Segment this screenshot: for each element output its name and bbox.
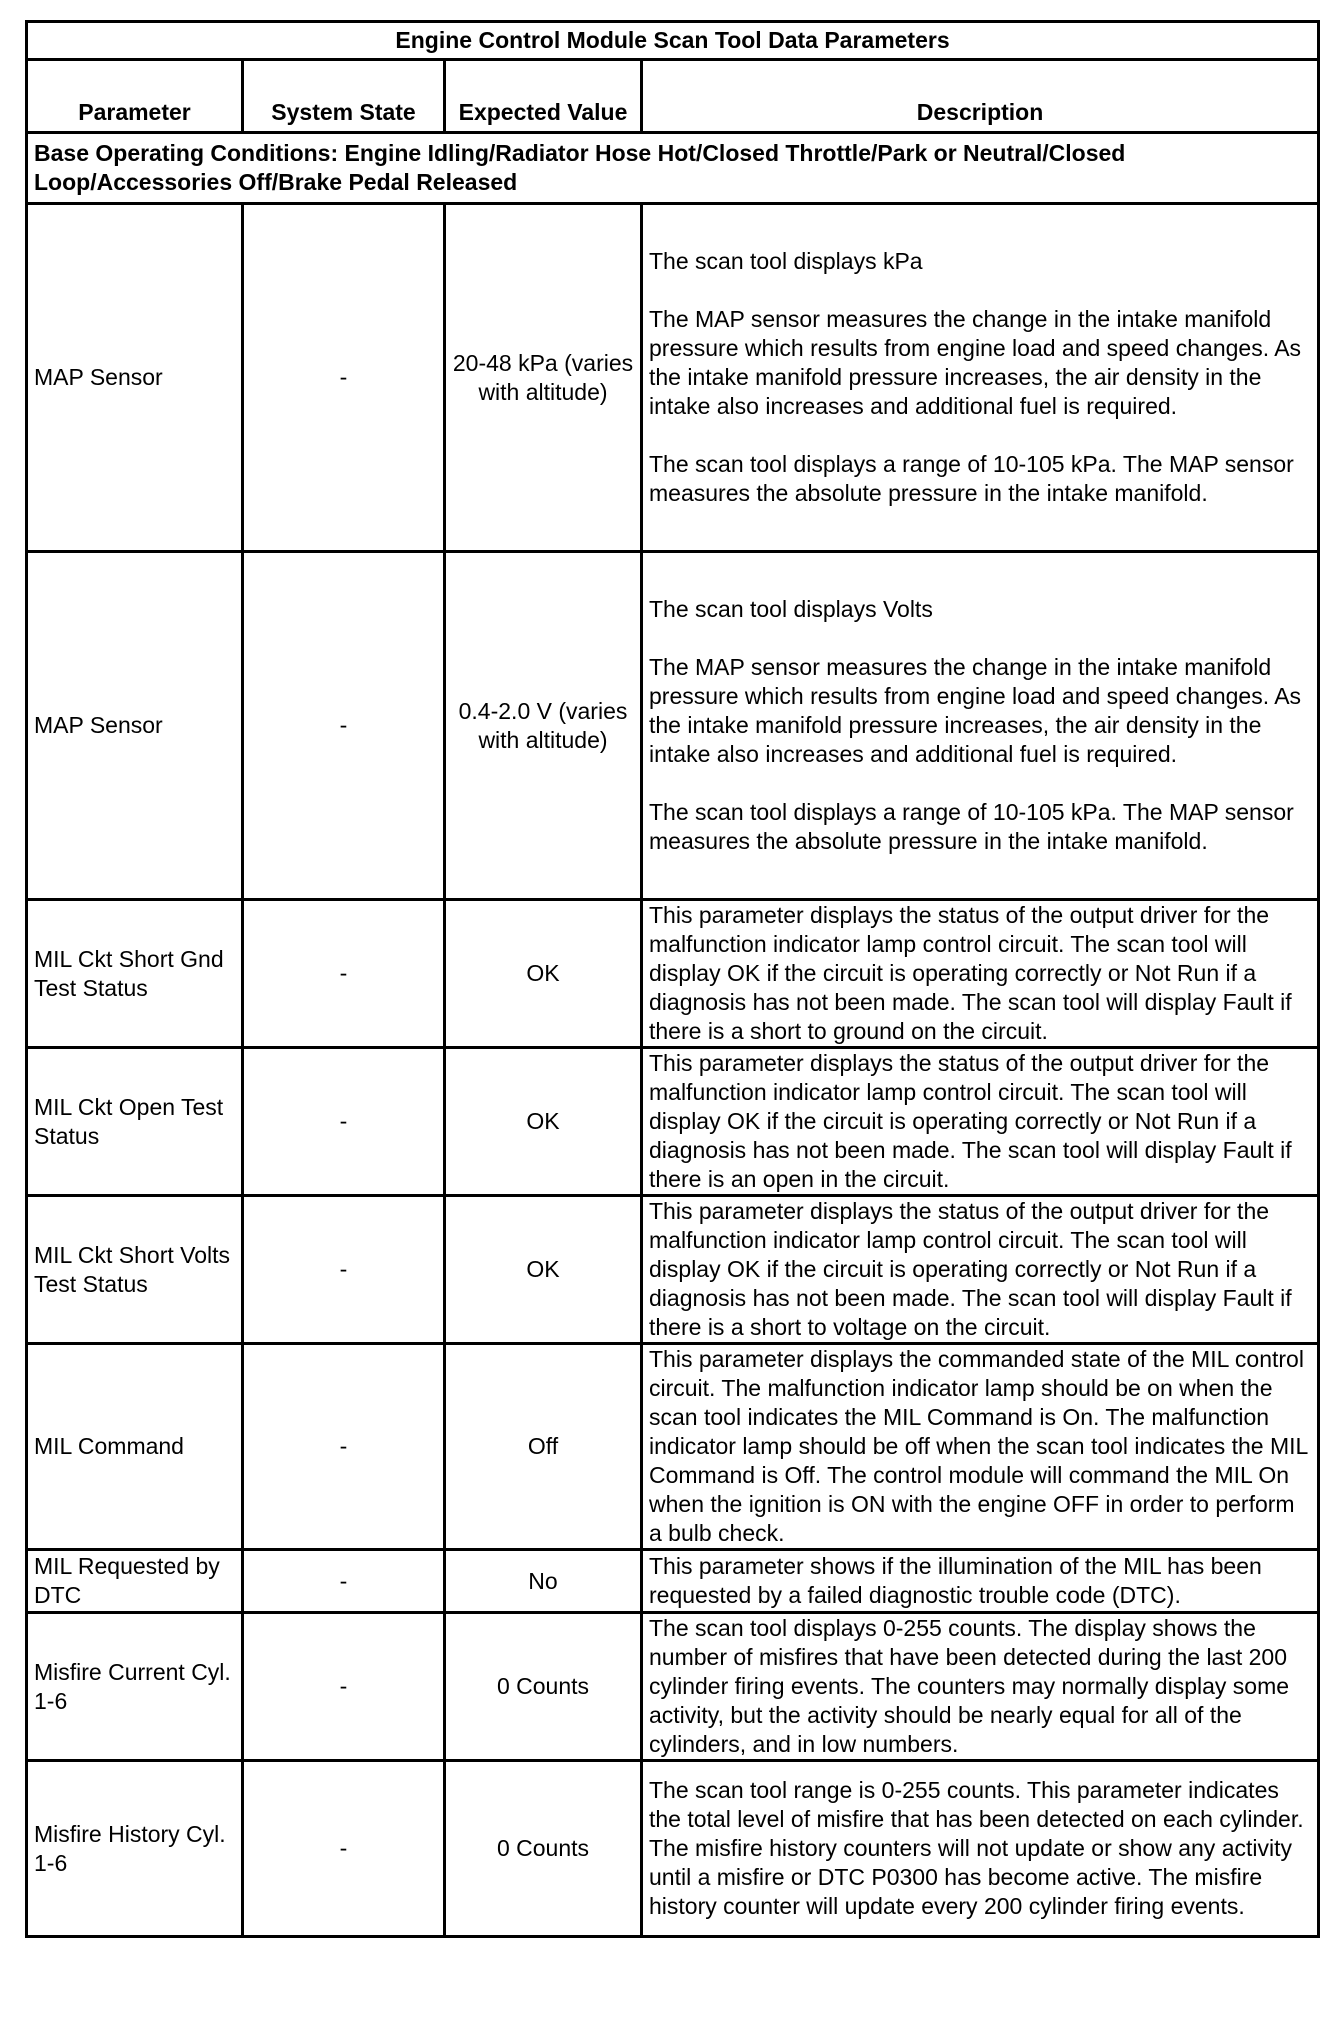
expected-value-cell: OK: [445, 1196, 642, 1344]
parameter-cell: MIL Ckt Short Volts Test Status: [27, 1196, 243, 1344]
header-system-state: System State: [243, 60, 445, 133]
scan-tool-data-table: [25, 20, 1320, 1938]
description-paragraph: This parameter displays the status of the output driver for the malfunction indicator lamp control circuit. The scan tool will display OK if the circuit is operating correctly or Not Run if a diagnosis has not been made. The scan tool will display Fault if there is an open in the circuit.: [649, 1050, 1292, 1192]
description-paragraph: This parameter displays the status of the output driver for the malfunction indicator lamp control circuit. The scan tool will display OK if the circuit is operating correctly or Not Run if a diagnosis has not been made. The scan tool will display Fault if there is a short to ground on the circuit.: [649, 902, 1292, 1044]
expected-value-cell: No: [445, 1550, 642, 1613]
system-state-cell: -: [243, 1613, 445, 1761]
expected-value-cell: 0.4-2.0 V (varies with altitude): [445, 552, 642, 900]
system-state-cell: -: [243, 552, 445, 900]
system-state-cell: -: [243, 1196, 445, 1344]
header-parameter: Parameter: [27, 60, 243, 133]
expected-value-cell: OK: [445, 1048, 642, 1196]
description-cell: [642, 204, 1319, 552]
table-row: [27, 900, 1319, 1048]
header-expected-value: Expected Value: [445, 60, 642, 133]
table-row: [27, 1048, 1319, 1196]
description-paragraph: The MAP sensor measures the change in the intake manifold pressure which results from engine load and speed changes. As the intake manifold pressure increases, the air density in the intake also increases and additional fuel is required.: [649, 654, 1302, 767]
parameter-cell: MIL Requested by DTC: [27, 1550, 243, 1613]
column-header-row: [27, 60, 1319, 133]
description-paragraph: This parameter displays the status of the output driver for the malfunction indicator lamp control circuit. The scan tool will display OK if the circuit is operating correctly or Not Run if a diagnosis has not been made. The scan tool will display Fault if there is a short to voltage on the circuit.: [649, 1198, 1292, 1340]
expected-value-cell: OK: [445, 900, 642, 1048]
description-paragraph: The scan tool displays Volts: [649, 596, 933, 622]
table-row: [27, 1196, 1319, 1344]
description-cell: [642, 900, 1319, 1048]
description-paragraph: The scan tool displays kPa: [649, 248, 923, 274]
table-row: [27, 204, 1319, 552]
parameter-cell: MIL Command: [27, 1344, 243, 1550]
description-cell: [642, 552, 1319, 900]
table-row: [27, 1613, 1319, 1761]
system-state-cell: -: [243, 1761, 445, 1937]
description-paragraph: The scan tool displays 0-255 counts. The display shows the number of misfires that have been detected during the last 200 cylinder firing events. The counters may normally display some activity, but the activity should be nearly equal for all of the cylinders, and in low numbers.: [649, 1615, 1290, 1757]
table-title-row: [27, 22, 1319, 60]
system-state-cell: -: [243, 900, 445, 1048]
table-row: [27, 1550, 1319, 1613]
description-paragraph: The scan tool range is 0-255 counts. This parameter indicates the total level of misfire that has been detected on each cylinder. The misfire history counters will not update or show any activity until a misfire or DTC P0300 has become active. The misfire history counter will update every 200 cylinder firing events.: [649, 1777, 1304, 1919]
parameter-cell: Misfire Current Cyl. 1-6: [27, 1613, 243, 1761]
base-conditions: Base Operating Conditions: Engine Idling/Radiator Hose Hot/Closed Throttle/Park or Neutral/Closed Loop/Accessories Off/Brake Pedal Released: [27, 133, 1319, 204]
description-paragraph: The scan tool displays a range of 10-105 kPa. The MAP sensor measures the absolute pressure in the intake manifold.: [649, 799, 1294, 854]
expected-value-cell: 0 Counts: [445, 1761, 642, 1937]
table-row: [27, 1344, 1319, 1550]
description-cell: [642, 1550, 1319, 1613]
expected-value-cell: 0 Counts: [445, 1613, 642, 1761]
description-cell: [642, 1613, 1319, 1761]
parameter-cell: MIL Ckt Short Gnd Test Status: [27, 900, 243, 1048]
description-paragraph: The scan tool displays a range of 10-105 kPa. The MAP sensor measures the absolute pressure in the intake manifold.: [649, 451, 1294, 506]
description-cell: [642, 1048, 1319, 1196]
expected-value-cell: Off: [445, 1344, 642, 1550]
description-paragraph: This parameter shows if the illumination of the MIL has been requested by a failed diagnostic trouble code (DTC).: [649, 1553, 1262, 1608]
expected-value-cell: 20-48 kPa (varies with altitude): [445, 204, 642, 552]
table-row: [27, 1761, 1319, 1937]
table-title: Engine Control Module Scan Tool Data Parameters: [27, 22, 1319, 60]
description-paragraph: The MAP sensor measures the change in the intake manifold pressure which results from engine load and speed changes. As the intake manifold pressure increases, the air density in the intake also increases and additional fuel is required.: [649, 306, 1302, 419]
description-cell: [642, 1761, 1319, 1937]
system-state-cell: -: [243, 1048, 445, 1196]
system-state-cell: -: [243, 1344, 445, 1550]
description-paragraph: This parameter displays the commanded state of the MIL control circuit. The malfunction indicator lamp should be on when the scan tool indicates the MIL Command is On. The malfunction indicator lamp should be off when the scan tool indicates the MIL Command is Off. The control module will command the MIL On when the ignition is ON with the engine OFF in order to perform a bulb check.: [649, 1346, 1308, 1546]
system-state-cell: -: [243, 1550, 445, 1613]
table-row: [27, 552, 1319, 900]
header-description: Description: [642, 60, 1319, 133]
base-conditions-row: [27, 133, 1319, 204]
parameter-cell: MAP Sensor: [27, 204, 243, 552]
parameter-cell: MAP Sensor: [27, 552, 243, 900]
system-state-cell: -: [243, 204, 445, 552]
parameter-cell: MIL Ckt Open Test Status: [27, 1048, 243, 1196]
parameter-cell: Misfire History Cyl. 1-6: [27, 1761, 243, 1937]
description-cell: [642, 1344, 1319, 1550]
description-cell: [642, 1196, 1319, 1344]
